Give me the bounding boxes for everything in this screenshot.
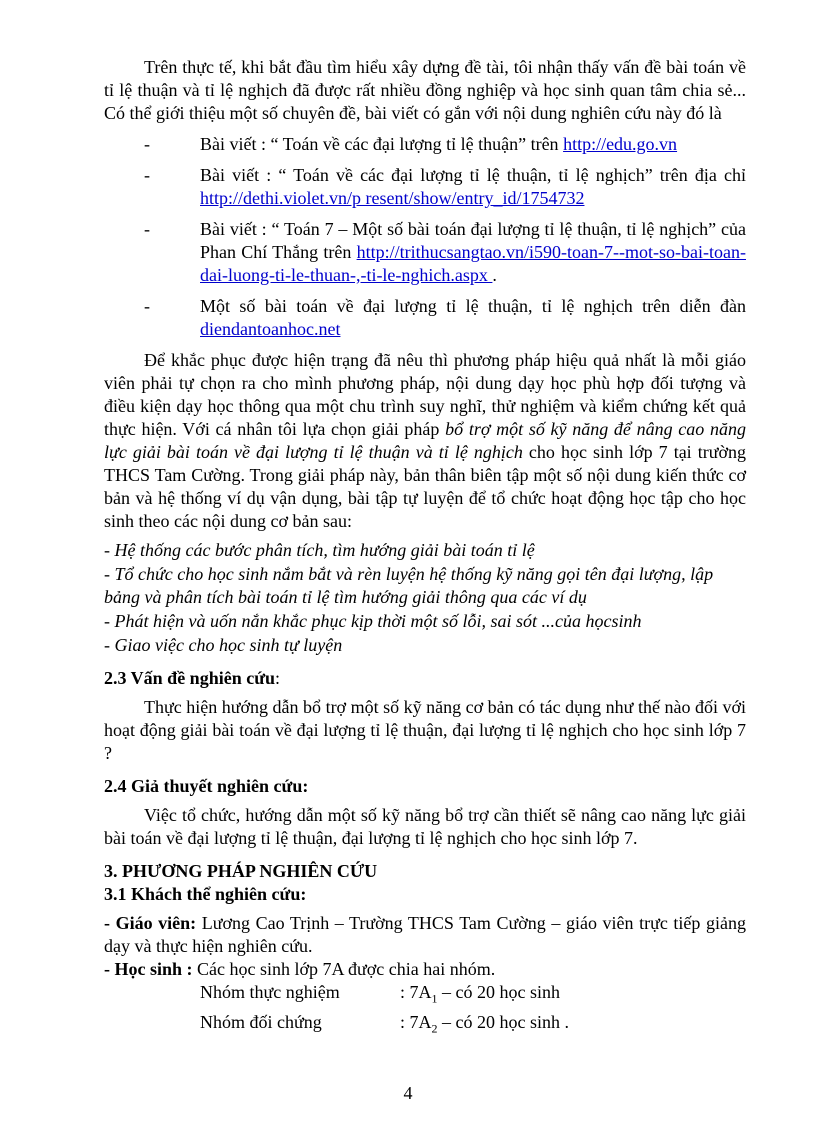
section-heading-3-1: 3.1 Khách thể nghiên cứu: (104, 884, 307, 904)
students-paragraph (104, 958, 746, 981)
document-page (104, 56, 746, 1040)
solution-paragraph (104, 349, 746, 533)
group-class: : 7A (400, 1011, 432, 1032)
bullet-text: Một số bài toán về đại lượng tỉ lệ thuận, tỉ lệ nghịch trên diễn đàn (200, 296, 746, 316)
section-2-3-paragraph: Thực hiện hướng dẫn bổ trợ một số kỹ năng cơ bản có tác dụng như thế nào đối với hoạt động giải bài toán về đại lượng tỉ lệ thuận, đại lượng tỉ lệ nghịch cho học sinh lớp 7 ? (104, 697, 746, 763)
group-name: Nhóm thực nghiệm (200, 982, 340, 1002)
group-row (104, 1011, 746, 1041)
page-number: 4 (403, 1083, 413, 1103)
bullet-dash: - (144, 165, 150, 185)
intro-paragraph: Trên thực tế, khi bắt đầu tìm hiểu xây dựng đề tài, tôi nhận thấy vấn đề bài toán về tỉ lệ thuận và tỉ lệ nghịch đã được rất nhiều đồng nghiệp và học sinh quan tâm chia sẻ... Có thể giới thiệu một số chuyên đề, bài viết có gắn với nội dung nghiên cứu này đó là (104, 57, 746, 123)
group-subscript: 2 (431, 1021, 438, 1036)
group-subscript: 1 (431, 991, 438, 1006)
students-label: - Học sinh : (104, 959, 193, 979)
bullet-suffix: . (492, 265, 497, 285)
group-count: – có 20 học sinh (437, 982, 560, 1002)
reference-list (104, 133, 746, 341)
group-name: Nhóm đối chứng (200, 1011, 322, 1032)
section-heading-3: 3. PHƯƠNG PHÁP NGHIÊN CỨU (104, 861, 378, 881)
paragraph-text: Để khắc phục được hiện trạng đã nêu thì phương pháp hiệu quả nhất là mỗi giáo viên phải tự chọn ra cho mình phương pháp, nội dung dạy học phù hợp đối tượng và điều kiện dạy học thông qua một chu trình suy nghĩ, thử nghiệm và kiểm chứng kết quả thực hiện. Với cá nhân tôi lựa chọn giải pháp (104, 350, 746, 439)
list-item: - Hệ thống các bước phân tích, tìm hướng giải bài toán tỉ lệ (104, 540, 535, 560)
list-item: - Tổ chức cho học sinh nắm bắt và rèn luyện hệ thống kỹ năng gọi tên đại lượng, lập bảng và phân tích bài toán tỉ lệ tìm hướng giải thông qua các ví dụ (104, 564, 714, 607)
paragraph-text: cho học sinh lớp 7 tại trường THCS Tam Cường. Trong giải pháp này, bản thân biên tập một số nội dung kiến thức cơ bản và hệ thống ví dụ vận dụng, bài tập tự luyện để tổ chức hoạt động học tập cho học sinh theo các nội dung cơ bản sau: (104, 442, 747, 531)
teacher-paragraph (104, 912, 746, 958)
bullet-text: Bài viết : “ Toán 7 – Một số bài toán đại lượng tỉ lệ thuận, tỉ lệ nghịch” của Phan Chí Thắng trên (200, 219, 746, 262)
heading-colon: : (275, 668, 281, 688)
list-item (104, 218, 746, 287)
section-2-4-paragraph: Việc tổ chức, hướng dẫn một số kỹ năng bổ trợ cần thiết sẽ nâng cao năng lực giải bài toán về đại lượng tỉ lệ thuận, đại lượng tỉ lệ nghịch cho học sinh lớp 7. (104, 805, 746, 848)
reference-link[interactable]: http://edu.go.vn (563, 134, 678, 154)
section-heading-2-4: 2.4 Giả thuyết nghiên cứu: (104, 776, 309, 796)
list-item: - Phát hiện và uốn nắn khắc phục kịp thời một số lỗi, sai sót ...của họcsinh (104, 611, 642, 631)
heading-text: 2.3 Vấn đề nghiên cứu (104, 668, 276, 688)
list-item (104, 164, 746, 210)
teacher-label: - Giáo viên: (104, 913, 197, 933)
section-heading-2-3 (104, 667, 746, 690)
list-item (104, 295, 746, 341)
teacher-text: Lương Cao Trịnh – Trường THCS Tam Cường – giáo viên trực tiếp giảng dạy và thực hiện nghiên cứu. (104, 913, 746, 956)
group-count: – có 20 học sinh . (437, 1011, 569, 1032)
reference-link[interactable]: http://dethi.violet.vn/p resent/show/entry_id/1754732 (200, 188, 585, 208)
reference-link[interactable]: http://trithucsangtao.vn/i590-toan-7--mot-so-bai-toan-dai-luong-ti-le-thuan-,-ti-le-nghich.aspx (200, 242, 746, 285)
bullet-dash: - (144, 219, 150, 239)
content-list (104, 539, 746, 657)
group-row (104, 981, 746, 1011)
emphasis-text: bổ trợ một số kỹ năng để nâng cao năng lực giải bài toán về đại lượng tỉ lệ thuận và tỉ lệ nghịch (104, 419, 746, 462)
bullet-dash: - (144, 296, 150, 316)
reference-link[interactable]: diendantoanhoc.net (200, 319, 341, 339)
bullet-text: Bài viết : “ Toán về các đại lượng tỉ lệ thuận, tỉ lệ nghịch” trên địa chỉ (200, 165, 746, 185)
bullet-dash: - (144, 134, 150, 154)
list-item: - Giao việc cho học sinh tự luyện (104, 635, 343, 655)
group-class: : 7A (400, 982, 432, 1002)
students-text: Các học sinh lớp 7A được chia hai nhóm. (192, 959, 496, 979)
list-item (104, 133, 746, 156)
bullet-text: Bài viết : “ Toán về các đại lượng tỉ lệ thuận” trên (200, 134, 564, 154)
